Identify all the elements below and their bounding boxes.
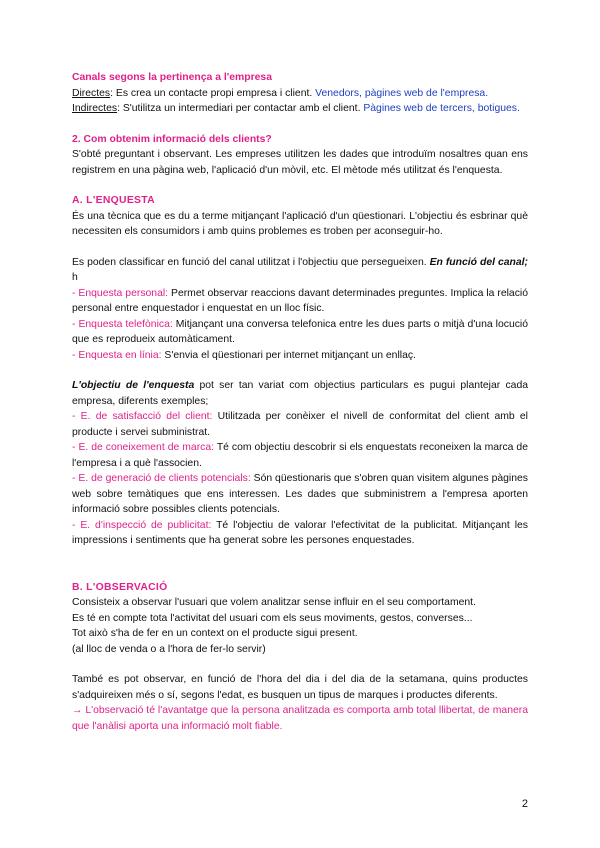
observacio-line2: Es té en compte tota l'activitat del usuari com els seus moviments, gestos, converses... — [72, 612, 473, 624]
directes-label: Directes — [72, 87, 111, 99]
observacio-line3: Tot això s'ha de fer en un context on el producte sigui present. — [72, 628, 358, 639]
canals-indirectes: Indirectes: S'utilitza un intermediari per contactar amb el client. Pàgines web de tercers, botigues. — [72, 103, 520, 114]
observacio-heading: B. L'OBSERVACIÓ — [72, 581, 168, 593]
enquesta-heading: A. L'ENQUESTA — [72, 195, 155, 206]
canal-item-personal: - Enquesta personal: Permet observar reaccions davant determinades preguntes. Implica la relació personal entre enquestador i enquestat en un lloc físic. — [72, 287, 528, 314]
observacio-para2: També es pot observar, en funció de l'hora del dia i del dia de la setamana, quins productes s'adquireixen més o sí, segons l'edat, es busquen un tipus de marques i productes diferents. — [72, 674, 528, 701]
canals-directes: Directes: Es crea un contacte propi empresa i client. Venedors, pàgines web de l'empresa. — [72, 87, 489, 99]
indirectes-label: Indirectes — [72, 103, 118, 114]
canals-heading: Canals segons la pertinença a l'empresa — [72, 72, 272, 83]
objectiu-item-satisfaccio: - E. de satisfacció del client: Utilitzada per conèixer el nivell de conformitat del client amb el producte i servei subministrat. — [72, 411, 528, 438]
canal-item-telefonica: - Enquesta telefònica: Mitjançant una conversa telefonica entre les dues parts o mitjà d'una locució que es reprodueix automàticament. — [72, 318, 528, 345]
section2-heading: 2. Com obtenim informació dels clients? — [72, 133, 272, 145]
canal-item-linia: - Enquesta en línia: S'envia el qüestionari per internet mitjançant un enllaç. — [72, 349, 416, 361]
indirectes-examples: Pàgines web de tercers, botigues. — [363, 103, 520, 114]
enquesta-classify: Es poden classificar en funció del canal utilitzat i l'objectiu que persegueixen. En funció del canal; h — [72, 256, 528, 283]
page-number: 2 — [521, 798, 528, 810]
observacio-line1: Consisteix a observar l'usuari que volem analitzar sense influir en el seu comportament. — [72, 597, 476, 608]
objectiu-item-marca: - E. de coneixement de marca: Té com objectiu descobrir si els enquestats reconeixen la marca de l'empresa i a què l'associen. — [72, 442, 528, 469]
observacio-conclusion: → L'observació té l'avantatge que la persona analitzada es comporta amb total llibertat, de manera que l'anàlisi aporta una informació molt fiable. — [72, 705, 528, 732]
directes-examples: Venedors, pàgines web de l'empresa. — [315, 87, 489, 99]
objectiu-item-publicitat: - E. d'inspecció de publicitat: Té l'objectiu de valorar l'efectivitat de la publicitat. Mitjançant les impressions i sentiments que ha generat sobre les persones enquestades. — [72, 519, 528, 546]
document-page — [72, 70, 528, 734]
section2-text: S'obté preguntant i observant. Les empreses utilitzen les dades que introduïm nosaltres quan ens registrem en una pàgina web, l'aplicació d'un mòvil, etc. El mètode més utilitzat és l'enquesta. — [72, 149, 528, 176]
objectiu-item-clients: - E. de generació de clients potencials: Són qüestionaris que s'obren quan visitem algunes pàgines web sobre temàtiques que ens interessen. Les dades que subministrem a l'empresa aporten informació sobre possibles clients potencials. — [72, 473, 528, 515]
enquesta-intro: És una tècnica que es du a terme mitjançant l'aplicació d'un qüestionari. L'objectiu és esbrinar què necessiten els consumidors i amb quins problemes es troben per aconseguir-ho. — [72, 210, 528, 237]
observacio-line4: (al lloc de venda o a l'hora de fer-lo servir) — [72, 643, 266, 655]
objectiu-intro: L'objectiu de l'enquesta pot ser tan variat com objectius particulars es pugui plantejar cada empresa, diferents exemples; — [72, 380, 529, 407]
